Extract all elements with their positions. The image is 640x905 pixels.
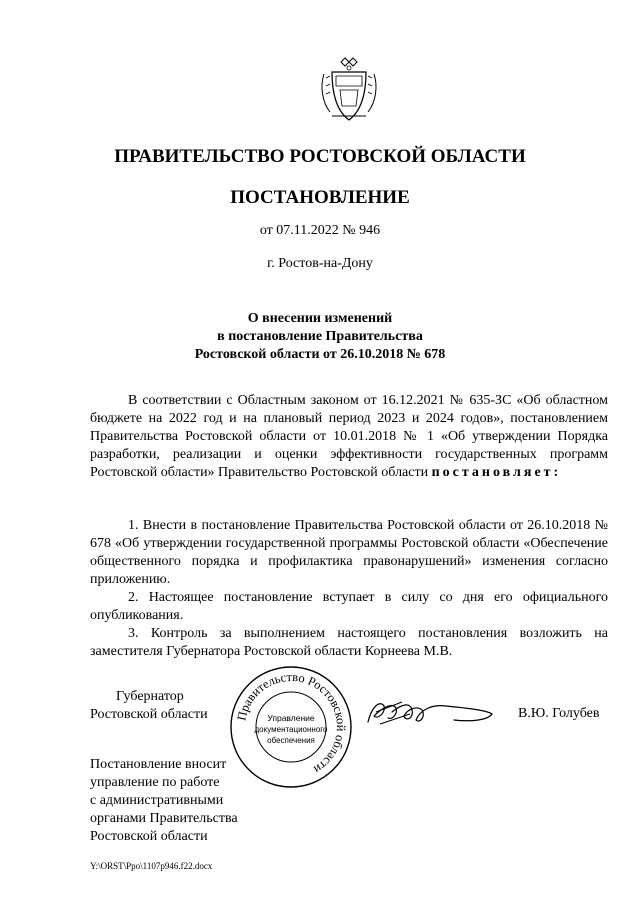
subject-line: Ростовской области от 26.10.2018 № 678	[194, 347, 446, 362]
submitter-line: Постановление вносит	[90, 757, 227, 772]
preamble-paragraph	[90, 392, 608, 482]
decree-word: постановляет:	[431, 465, 562, 480]
official-stamp	[228, 664, 354, 790]
submitter-line: управление по работе	[90, 775, 220, 790]
document-subject	[0, 310, 640, 364]
svg-text:Правительство Ростовской облас	[234, 670, 348, 777]
stamp-center-line: документационного	[254, 725, 328, 734]
subject-line: О внесении изменений	[247, 311, 393, 326]
stamp-center-line: Управление	[267, 713, 315, 723]
preamble-text: В соответствии с Областным законом от 16.12.2021 № 635-ЗС «Об областном бюджете на 2022 год и на плановый период 2023 и 2024 годов», постановлением Правительства Ростовской области от 10.01.2018 № 1 «Об утверждении Порядка разработки, реализации и оценки эффективности государственных программ Ростовской области» Правительство Ростовской области	[90, 393, 608, 480]
stamp-center-line: обеспечения	[267, 736, 315, 745]
file-path: Y:\ORST\Ppo\1107p946.f22.docx	[90, 861, 213, 871]
government-title: ПРАВИТЕЛЬСТВО РОСТОВСКОЙ ОБЛАСТИ	[114, 146, 526, 167]
signatory-name: В.Ю. Голубев	[518, 706, 600, 721]
submitter-line: органами Правительства	[90, 811, 238, 826]
subject-line: в постановление Правительства	[217, 329, 423, 344]
signatory-title-line: Ростовской области	[90, 707, 208, 722]
handwritten-signature	[362, 692, 502, 734]
document-type-title: ПОСТАНОВЛЕНИЕ	[230, 187, 410, 208]
decree-items	[90, 517, 608, 661]
stamp-ring-text: Правительство Ростовской области	[234, 669, 349, 777]
submitter-line: Ростовской области	[90, 829, 208, 844]
city: г. Ростов-на-Дону	[267, 256, 373, 271]
decree-item: 3. Контроль за выполнением настоящего постановления возложить на заместителя Губернатора Ростовской области Корнеева М.В.	[90, 626, 608, 659]
decree-item: 2. Настоящее постановление вступает в силу со дня его официального опубликования.	[90, 590, 608, 623]
submitter-note	[90, 756, 238, 846]
signatory-title-line: Губернатор	[116, 689, 184, 704]
decree-item: 1. Внести в постановление Правительства Ростовской области от 26.10.2018 № 678 «Об утверждении государственной программы Ростовской области «Обеспечение общественного порядка и профилактика правонарушений» изменения согласно приложению.	[90, 518, 608, 587]
submitter-line: с административными	[90, 793, 224, 808]
signatory-title	[90, 688, 208, 724]
coat-of-arms-emblem	[318, 56, 380, 124]
date-number: от 07.11.2022 № 946	[259, 223, 381, 238]
